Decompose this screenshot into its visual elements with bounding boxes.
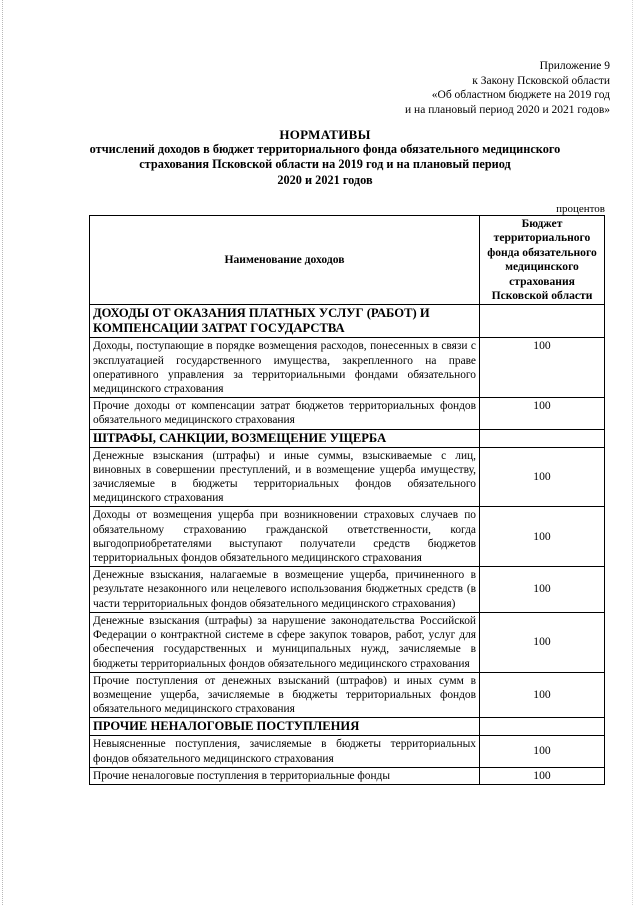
table-row xyxy=(90,612,605,672)
income-name: Денежные взыскания, налагаемые в возмещение ущерба, причиненного в результате незаконного или нецелевого использования бюджетных средств (в части территориальных фондов обязательного медицинского страхования) xyxy=(90,567,480,613)
table-row xyxy=(90,338,605,398)
income-name: Денежные взыскания (штрафы) за нарушение законодательства Российской Федерации о контрактной системе в сфере закупок товаров, работ, услуг для обеспечения государственных и муниципальных нужд, зачисляемые в бюджеты территориальных фондов обязательного медицинского страхования xyxy=(90,612,480,672)
scan-edge-left xyxy=(2,0,3,905)
section-value-cell xyxy=(480,305,605,338)
table-row xyxy=(90,567,605,613)
table-header-row xyxy=(90,216,605,305)
income-norm: 100 xyxy=(480,398,605,429)
table-row xyxy=(90,767,605,784)
income-norm: 100 xyxy=(480,338,605,398)
income-name: Прочие поступления от денежных взысканий (штрафов) и иных сумм в возмещение ущерба, зачисляемые в бюджеты территориальных фондов обязательного медицинского страхования xyxy=(90,672,480,718)
units-label: процентов xyxy=(556,203,605,215)
section-value-cell xyxy=(480,718,605,736)
title-line: страхования Псковской области на 2019 год и на плановый период xyxy=(139,157,511,172)
document-title xyxy=(70,127,580,188)
section-row xyxy=(90,429,605,447)
table-row xyxy=(90,736,605,767)
norms-table xyxy=(89,215,605,785)
title-line: 2020 и 2021 годов xyxy=(277,172,373,187)
appendix-line: «Об областном бюджете на 2019 год xyxy=(431,89,610,101)
income-norm: 100 xyxy=(480,767,605,784)
income-norm: 100 xyxy=(480,672,605,718)
section-title: ДОХОДЫ ОТ ОКАЗАНИЯ ПЛАТНЫХ УСЛУГ (РАБОТ) И КОМПЕНСАЦИИ ЗАТРАТ ГОСУДАРСТВА xyxy=(90,305,480,338)
appendix-line: и на плановый период 2020 и 2021 годов» xyxy=(405,103,610,116)
table-row xyxy=(90,398,605,429)
income-norm: 100 xyxy=(480,447,605,507)
header-budget: Бюджет территориального фонда обязательного медицинского страхования Псковской области xyxy=(480,216,605,305)
section-row xyxy=(90,718,605,736)
section-title: ПРОЧИЕ НЕНАЛОГОВЫЕ ПОСТУПЛЕНИЯ xyxy=(90,718,480,736)
title-main: НОРМАТИВЫ xyxy=(279,127,371,142)
scan-edge-right xyxy=(632,0,633,905)
income-name: Денежные взыскания (штрафы) и иные суммы, взыскиваемые с лиц, виновных в совершении преступлений, и в возмещение ущерба имуществу, зачисляемые в бюджеты территориальных фондов обязательного медицинского страхования xyxy=(90,447,480,507)
table-row xyxy=(90,447,605,507)
income-norm: 100 xyxy=(480,507,605,567)
income-name: Прочие неналоговые поступления в территориальные фонды xyxy=(90,767,480,784)
appendix-note xyxy=(405,59,610,117)
income-norm: 100 xyxy=(480,567,605,613)
income-name: Доходы от возмещения ущерба при возникновении страховых случаев по обязательному страхованию гражданской ответственности, когда выгодоприобретателями выступают получатели средств бюджетов территориальных фондов обязательного медицинского страхования xyxy=(90,507,480,567)
income-norm: 100 xyxy=(480,736,605,767)
section-row xyxy=(90,305,605,338)
section-value-cell xyxy=(480,429,605,447)
section-title: ШТРАФЫ, САНКЦИИ, ВОЗМЕЩЕНИЕ УЩЕРБА xyxy=(90,429,480,447)
header-income-name: Наименование доходов xyxy=(90,216,480,305)
title-line: отчислений доходов в бюджет территориального фонда обязательного медицинского xyxy=(89,142,561,157)
income-norm: 100 xyxy=(480,612,605,672)
appendix-line: Приложение 9 xyxy=(539,60,610,72)
income-name: Прочие доходы от компенсации затрат бюджетов территориальных фондов обязательного медицинского страхования xyxy=(90,398,480,429)
income-name: Доходы, поступающие в порядке возмещения расходов, понесенных в связи с эксплуатацией государственного имущества, закрепленного на праве оперативного управления за территориальными фондами обязательного медицинского страхования xyxy=(90,338,480,398)
table-row xyxy=(90,672,605,718)
appendix-line: к Закону Псковской области xyxy=(472,74,610,87)
table-row xyxy=(90,507,605,567)
income-name: Невыясненные поступления, зачисляемые в бюджеты территориальных фондов обязательного медицинского страхования xyxy=(90,736,480,767)
